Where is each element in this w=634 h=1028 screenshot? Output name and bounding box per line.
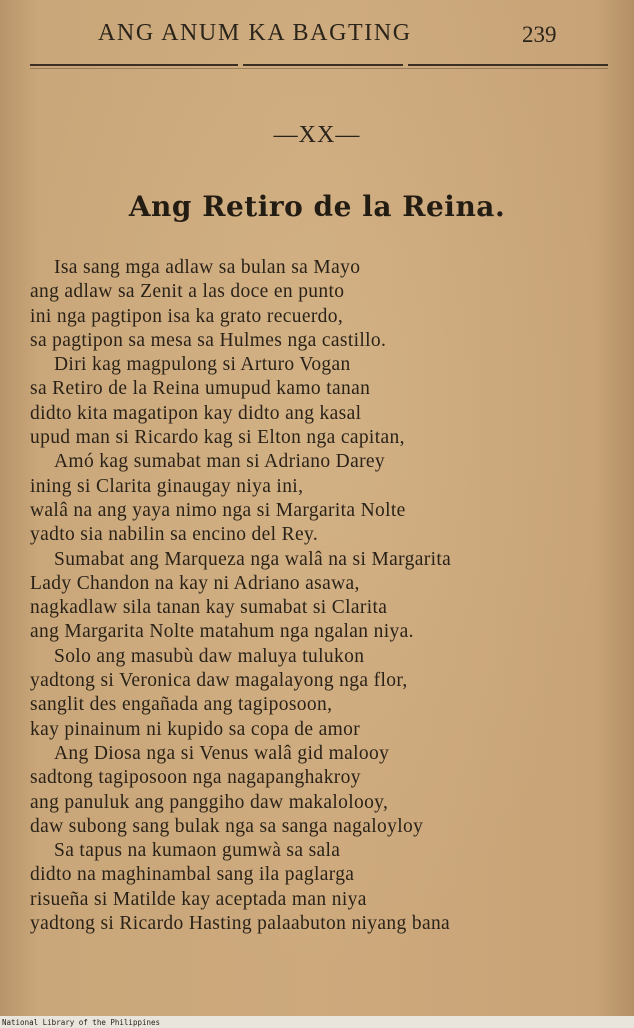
poem-line: yadtong si Ricardo Hasting palaabuton niyang bana [30,913,451,935]
poem-line: ining si Clarita ginaugay niya ini, [30,475,304,497]
poem-line: sa Retiro de la Reina umupud kamo tanan [30,378,371,400]
library-credit: National Library of the Philippines [2,1018,161,1027]
poem-line: yadto sia nabilin sa encino del Rey. [30,524,319,546]
poem-line: walâ na ang yaya nimo nga si Margarita Nolte [30,499,406,521]
poem-line: daw subong sang bulak nga sa sanga nagaloyloy [30,815,424,837]
poem-line: ang panuluk ang panggiho daw makalolooy, [30,791,389,813]
header-rule-underline [30,68,608,69]
poem-line: Amó kag sumabat man si Adriano Darey [54,451,386,473]
poem-line: didto kita magatipon kay didto ang kasal [30,402,362,424]
poem-line: ang Margarita Nolte matahum nga ngalan niya. [30,621,414,643]
poem-line: Diri kag magpulong si Arturo Vogan [54,354,351,376]
poem-line: sa pagtipon sa mesa sa Hulmes nga castillo. [30,329,387,351]
poem-line: ang adlaw sa Zenit a las doce en punto [30,281,345,303]
poem-line: sanglit des engañada ang tagiposoon, [30,694,333,716]
poem-body [30,256,610,936]
poem-line: Ang Diosa nga si Venus walâ gid malooy [54,742,390,764]
running-title: ANG ANUM KA BAGTING [98,20,412,46]
poem-line: kay pinainum ni kupido sa copa de amor [30,718,361,740]
poem-line: upud man si Ricardo kag si Elton nga capitan, [30,427,405,449]
poem-line: Solo ang masubù daw maluya tulukon [54,645,365,667]
poem-line: Isa sang mga adlaw sa bulan sa Mayo [54,257,361,278]
chapter-number: —XX— [273,122,361,148]
poem-line: Sumabat ang Marqueza nga walâ na si Margarita [54,548,452,570]
running-head [0,18,634,54]
poem-line: risueña si Matilde kay aceptada man niya [30,888,367,910]
poem-line: Lady Chandon na kay ni Adriano asawa, [30,572,360,594]
header-rule-center [243,64,403,66]
poem-line: nagkadlaw sila tanan kay sumabat si Clarita [30,597,388,619]
poem-line: yadtong si Veronica daw magalayong nga flor, [30,670,408,692]
header-rule-right [408,64,608,66]
page-number: 239 [522,22,557,47]
header-rule-left [30,64,238,66]
poem-line: ini nga pagtipon isa ka grato recuerdo, [30,305,344,327]
poem-line: sadtong tagiposoon nga nagapanghakroy [30,767,361,789]
poem-line: Sa tapus na kumaon gumwà sa sala [54,840,341,862]
poem-title: Ang Retiro de la Reina. [128,190,506,223]
poem-line: didto na maghinambal sang ila paglarga [30,864,355,886]
